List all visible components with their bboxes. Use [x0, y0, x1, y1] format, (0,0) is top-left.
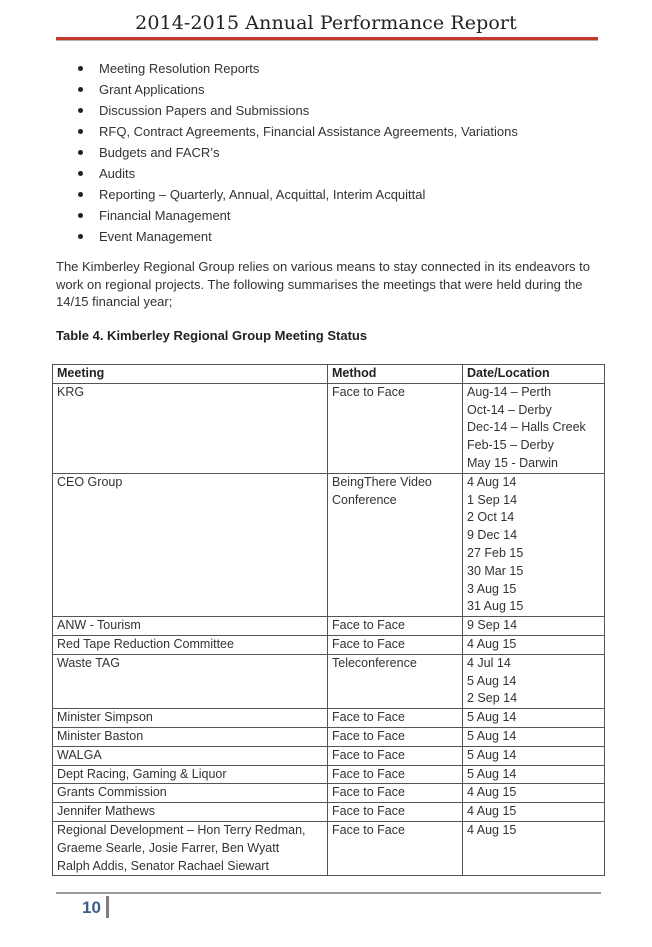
cell-meeting — [53, 803, 328, 822]
header-meeting: Meeting — [53, 365, 328, 384]
table-row — [53, 654, 605, 708]
bullet-item — [78, 100, 518, 121]
cell-date-location-line: 1 Sep 14 — [467, 492, 518, 507]
cell-date-location-line: 4 Aug 15 — [467, 785, 517, 800]
cell-method-line: Face to Face — [332, 747, 405, 762]
bullet-dot-icon — [78, 234, 83, 239]
cell-meeting — [53, 821, 328, 875]
cell-method-line: Face to Face — [332, 728, 405, 743]
table-row — [53, 746, 605, 765]
cell-date-location-line: Feb-15 – Derby — [467, 438, 554, 453]
cell-method — [328, 765, 463, 784]
bullet-dot-icon — [78, 87, 83, 92]
cell-date-location — [463, 383, 605, 473]
cell-method-line: Face to Face — [332, 822, 405, 837]
cell-date-location — [463, 746, 605, 765]
bullet-text: Discussion Papers and Submissions — [99, 103, 310, 118]
cell-meeting-line: Ralph Addis, Senator Rachael Siewart — [57, 858, 269, 873]
cell-date-location — [463, 635, 605, 654]
table-row — [53, 784, 605, 803]
cell-meeting — [53, 746, 328, 765]
table-row — [53, 473, 605, 616]
footer-divider — [56, 892, 601, 894]
cell-meeting-line: Dept Racing, Gaming & Liquor — [57, 766, 227, 781]
bullet-dot-icon — [78, 150, 83, 155]
cell-meeting-line: Waste TAG — [57, 655, 120, 670]
bullet-item — [78, 121, 518, 142]
bullet-text: Audits — [99, 166, 136, 181]
cell-method-line: Face to Face — [332, 384, 405, 399]
cell-date-location-line: Oct-14 – Derby — [467, 402, 552, 417]
cell-method — [328, 784, 463, 803]
cell-meeting-line: Grants Commission — [57, 785, 167, 800]
table-row — [53, 635, 605, 654]
cell-date-location-line: 4 Jul 14 — [467, 655, 511, 670]
cell-method-line: Face to Face — [332, 636, 405, 651]
cell-method — [328, 709, 463, 728]
bullet-dot-icon — [78, 213, 83, 218]
cell-method-line: Face to Face — [332, 710, 405, 725]
cell-method — [328, 803, 463, 822]
cell-date-location-line: 5 Aug 14 — [467, 673, 517, 688]
cell-meeting-line: KRG — [57, 384, 85, 399]
cell-date-location — [463, 803, 605, 822]
bullet-dot-icon — [78, 129, 83, 134]
cell-date-location — [463, 727, 605, 746]
bullet-text: RFQ, Contract Agreements, Financial Assistance Agreements, Variations — [99, 124, 518, 139]
cell-meeting — [53, 473, 328, 616]
cell-meeting — [53, 635, 328, 654]
table-row — [53, 727, 605, 746]
bullet-item — [78, 184, 518, 205]
cell-meeting-line: Jennifer Mathews — [57, 804, 155, 819]
cell-date-location — [463, 784, 605, 803]
cell-meeting-line: Regional Development – Hon Terry Redman, — [57, 822, 306, 837]
cell-date-location-line: 2 Oct 14 — [467, 510, 515, 525]
cell-method-line: BeingThere Video — [332, 474, 432, 489]
bullet-dot-icon — [78, 66, 83, 71]
cell-method — [328, 383, 463, 473]
page-header-title: 2014-2015 Annual Performance Report — [135, 12, 517, 34]
cell-meeting-line: CEO Group — [57, 474, 123, 489]
cell-method-line: Face to Face — [332, 618, 405, 633]
cell-date-location-line: 31 Aug 15 — [467, 599, 524, 614]
bullet-text: Meeting Resolution Reports — [99, 61, 260, 76]
bullet-list — [78, 58, 518, 247]
bullet-dot-icon — [78, 192, 83, 197]
cell-method — [328, 473, 463, 616]
bullet-item — [78, 205, 518, 226]
cell-date-location-line: 9 Sep 14 — [467, 618, 518, 633]
cell-meeting — [53, 784, 328, 803]
cell-meeting — [53, 383, 328, 473]
cell-meeting — [53, 617, 328, 636]
cell-date-location — [463, 654, 605, 708]
cell-method-line: Face to Face — [332, 804, 405, 819]
cell-meeting-line: Minister Baston — [57, 728, 144, 743]
cell-date-location-line: 30 Mar 15 — [467, 563, 524, 578]
cell-method — [328, 746, 463, 765]
cell-method-line: Teleconference — [332, 655, 417, 670]
cell-method-line: Face to Face — [332, 766, 405, 781]
cell-meeting-line: Red Tape Reduction Committee — [57, 636, 234, 651]
table-row — [53, 803, 605, 822]
cell-date-location — [463, 473, 605, 616]
bullet-text: Event Management — [99, 229, 212, 244]
cell-date-location — [463, 617, 605, 636]
footer-accent-bar — [106, 896, 109, 918]
table-row — [53, 709, 605, 728]
cell-date-location-line: 9 Dec 14 — [467, 528, 518, 543]
bullet-item — [78, 142, 518, 163]
table-row — [53, 765, 605, 784]
cell-date-location-line: May 15 - Darwin — [467, 455, 558, 470]
cell-date-location-line: 5 Aug 14 — [467, 710, 517, 725]
cell-method-line: Face to Face — [332, 785, 405, 800]
bullet-text: Grant Applications — [99, 82, 205, 97]
cell-method — [328, 821, 463, 875]
cell-date-location-line: Aug-14 – Perth — [467, 384, 552, 399]
table-row — [53, 821, 605, 875]
table-row — [53, 383, 605, 473]
table-header-row — [53, 365, 605, 384]
cell-date-location-line: 4 Aug 15 — [467, 804, 517, 819]
page-number: 10 — [82, 898, 101, 917]
cell-meeting — [53, 654, 328, 708]
intro-paragraph: The Kimberley Regional Group relies on various means to stay connected in its endeavors to work on regional projects. The following summarises the meetings that were held during the 14/15 financial year; — [56, 259, 591, 309]
cell-method — [328, 654, 463, 708]
cell-meeting — [53, 709, 328, 728]
cell-date-location-line: Dec-14 – Halls Creek — [467, 420, 586, 435]
cell-date-location — [463, 765, 605, 784]
table-row — [53, 617, 605, 636]
cell-method — [328, 617, 463, 636]
cell-date-location-line: 2 Sep 14 — [467, 691, 518, 706]
cell-date-location — [463, 821, 605, 875]
cell-meeting-line: Graeme Searle, Josie Farrer, Ben Wyatt — [57, 840, 280, 855]
cell-method — [328, 635, 463, 654]
cell-date-location — [463, 709, 605, 728]
bullet-text: Reporting – Quarterly, Annual, Acquittal, Interim Acquittal — [99, 187, 426, 202]
bullet-text: Financial Management — [99, 208, 231, 223]
header-date-location: Date/Location — [463, 365, 605, 384]
bullet-dot-icon — [78, 108, 83, 113]
cell-meeting-line: Minister Simpson — [57, 710, 153, 725]
cell-date-location-line: 27 Feb 15 — [467, 545, 524, 560]
cell-date-location-line: 5 Aug 14 — [467, 728, 517, 743]
cell-date-location-line: 4 Aug 15 — [467, 822, 517, 837]
bullet-dot-icon — [78, 171, 83, 176]
cell-date-location-line: 5 Aug 14 — [467, 747, 517, 762]
bullet-text: Budgets and FACR’s — [99, 145, 220, 160]
cell-date-location-line: 3 Aug 15 — [467, 581, 517, 596]
cell-date-location-line: 4 Aug 14 — [467, 474, 517, 489]
cell-meeting-line: WALGA — [57, 747, 102, 762]
cell-meeting — [53, 727, 328, 746]
cell-date-location-line: 4 Aug 15 — [467, 636, 517, 651]
meeting-status-table — [52, 364, 605, 876]
bullet-item — [78, 58, 518, 79]
cell-method — [328, 727, 463, 746]
table-body — [53, 383, 605, 876]
cell-date-location-line: 5 Aug 14 — [467, 766, 517, 781]
cell-method-line: Conference — [332, 492, 397, 507]
bullet-item — [78, 79, 518, 100]
bullet-item — [78, 163, 518, 184]
cell-meeting-line: ANW - Tourism — [57, 618, 141, 633]
bullet-item — [78, 226, 518, 247]
cell-meeting — [53, 765, 328, 784]
header-method: Method — [328, 365, 463, 384]
table-caption: Table 4. Kimberley Regional Group Meeting Status — [56, 328, 368, 343]
header-divider — [56, 37, 598, 41]
